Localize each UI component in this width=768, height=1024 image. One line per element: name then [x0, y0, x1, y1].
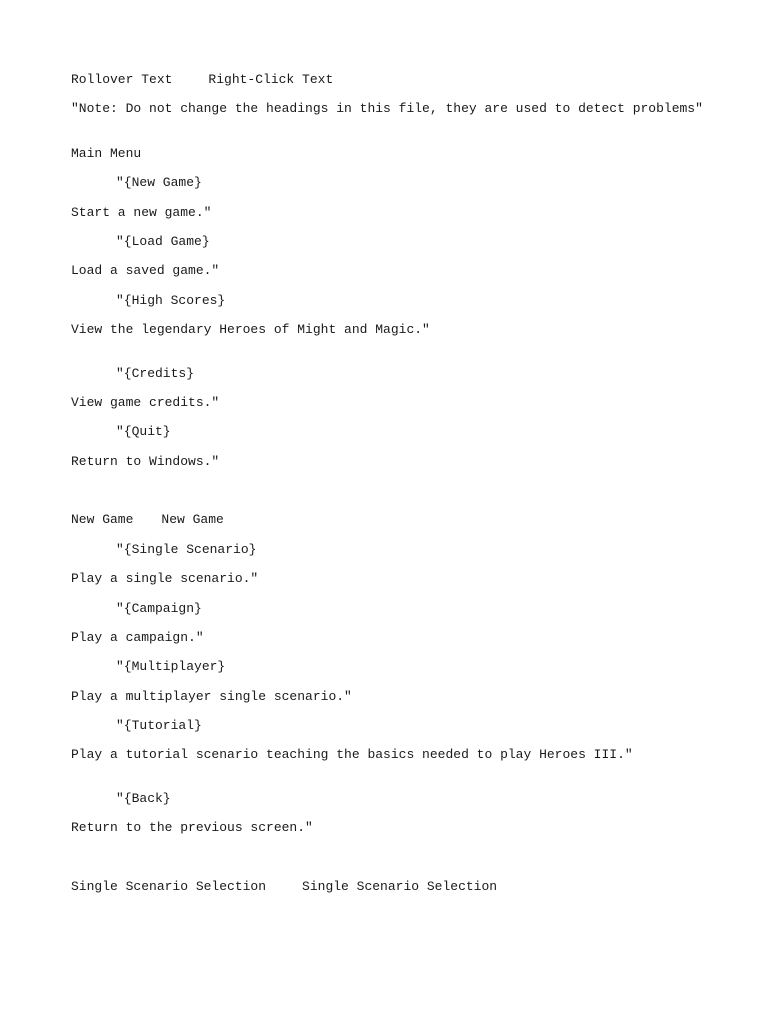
heading-col2: Single Scenario Selection	[302, 879, 498, 894]
section-heading-single-scenario	[71, 879, 497, 895]
column-header-right-click: Right-Click Text	[208, 72, 334, 87]
entry-name: "{High Scores}	[116, 293, 226, 308]
entry-name: "{Back}	[116, 791, 171, 806]
entry-description: Play a single scenario."	[71, 571, 259, 586]
entry-description: Start a new game."	[71, 205, 212, 220]
entry-name: "{Multiplayer}	[116, 659, 226, 674]
entry-description: Return to Windows."	[71, 454, 220, 469]
section-heading-main-menu: Main Menu	[71, 146, 142, 161]
entry-description: Play a tutorial scenario teaching the basics needed to play Heroes III."	[71, 747, 633, 762]
entry-description: Return to the previous screen."	[71, 820, 313, 835]
entry-name: "{Campaign}	[116, 601, 202, 616]
entry-description: View the legendary Heroes of Might and Magic."	[71, 322, 430, 337]
entry-description: Play a multiplayer single scenario."	[71, 689, 352, 704]
entry-name: "{Single Scenario}	[116, 542, 257, 557]
heading-col1: New Game	[71, 512, 134, 527]
entry-description: Load a saved game."	[71, 263, 220, 278]
entry-name: "{Quit}	[116, 424, 171, 439]
section-heading-new-game	[71, 512, 224, 528]
entry-name: "{Tutorial}	[116, 718, 202, 733]
column-header-row	[71, 72, 333, 88]
entry-name: "{Credits}	[116, 366, 195, 381]
entry-description: Play a campaign."	[71, 630, 204, 645]
entry-name: "{New Game}	[116, 175, 202, 190]
entry-description: View game credits."	[71, 395, 220, 410]
heading-col2: New Game	[161, 512, 224, 527]
entry-name: "{Load Game}	[116, 234, 210, 249]
note-line: "Note: Do not change the headings in this file, they are used to detect problems"	[71, 101, 703, 116]
heading-col1: Single Scenario Selection	[71, 879, 267, 894]
column-header-rollover: Rollover Text	[71, 72, 173, 87]
